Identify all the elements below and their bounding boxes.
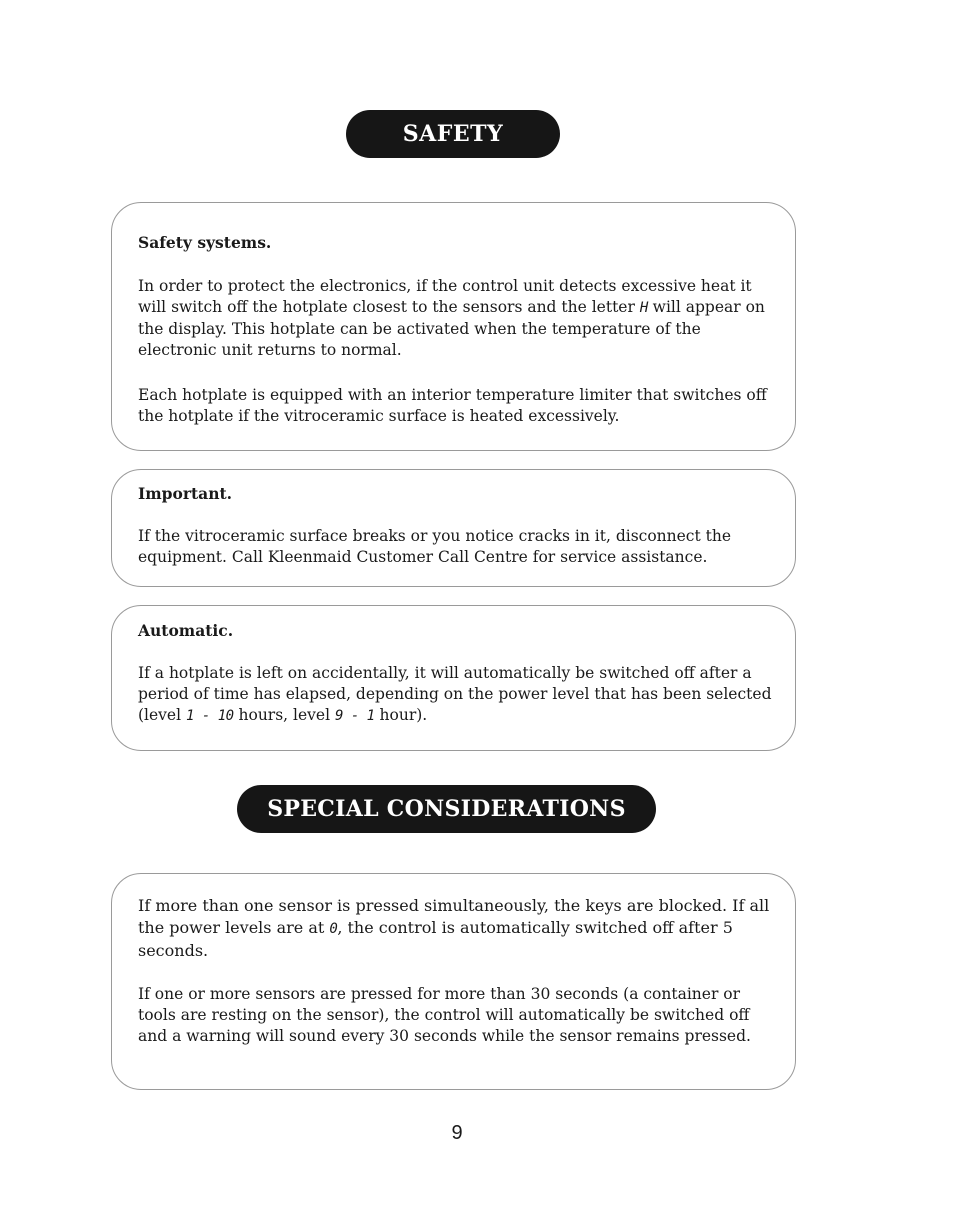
automatic-heading: Automatic. <box>138 621 234 640</box>
special-considerations-title: SPECIAL CONSIDERATIONS <box>237 785 656 833</box>
special-paragraph-1: If more than one sensor is pressed simultaneously, the keys are blocked. If all the power levels are at 0, the control is automatically switched off after 5 seconds. <box>138 896 770 960</box>
display-code-range-1: 1 - 10 <box>186 708 234 724</box>
safety-systems-paragraph-1: In order to protect the electronics, if the control unit detects excessive heat it will switch off the hotplate closest to the sensors and the letter H will appear on the display. This hotplate can be activated when the temperature of the electronic unit returns to normal. <box>138 277 765 359</box>
page-number: 9 <box>451 1122 463 1144</box>
display-code-h: H <box>639 300 648 316</box>
display-code-range-2: 9 - 1 <box>334 708 375 724</box>
important-paragraph: If the vitroceramic surface breaks or you notice cracks in it, disconnect the equipment. Call Kleenmaid Customer Call Centre for service assistance. <box>138 527 732 566</box>
special-paragraph-2: If one or more sensors are pressed for more than 30 seconds (a container or tools are resting on the sensor), the control will automatically be switched off and a warning will sound every 30 seconds while the sensor remains pressed. <box>138 985 751 1045</box>
safety-systems-paragraph-2: Each hotplate is equipped with an interior temperature limiter that switches off the hotplate if the vitroceramic surface is heated excessively. <box>138 386 767 425</box>
important-heading: Important. <box>138 484 233 503</box>
automatic-box <box>111 605 796 751</box>
safety-title: SAFETY <box>346 110 560 158</box>
special-considerations-box <box>111 873 796 1090</box>
safety-systems-box <box>111 202 796 451</box>
safety-systems-heading: Safety systems. <box>138 233 272 252</box>
display-code-zero: 0 <box>329 921 338 937</box>
automatic-paragraph: If a hotplate is left on accidentally, it will automatically be switched off after a period of time has elapsed, depending on the power level that has been selected (level 1 - 10 hours, level 9 - 1 hour). <box>138 664 772 724</box>
important-box <box>111 469 796 587</box>
